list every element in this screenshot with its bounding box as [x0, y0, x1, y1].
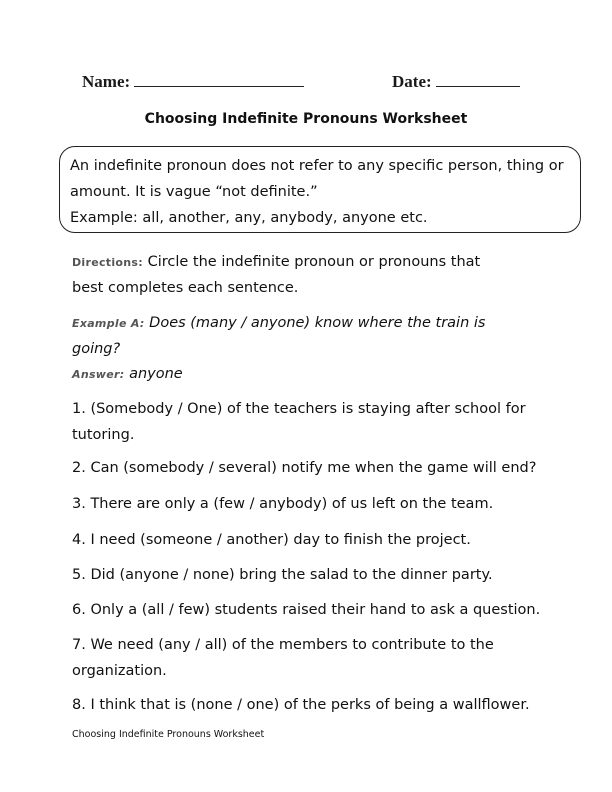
question-1 [72, 396, 550, 448]
page-footer: Choosing Indefinite Pronouns Worksheet [72, 729, 265, 740]
question-7-line-1: 7. We need (any / all) of the members to contribute to the [72, 637, 494, 653]
directions-line-1 [72, 249, 550, 276]
question-1-line-2: tutoring. [72, 427, 135, 443]
question-1-line-1: 1. (Somebody / One) of the teachers is staying after school for [72, 401, 526, 417]
date-label: Date: [392, 72, 432, 91]
question-7 [72, 632, 550, 684]
question-2: 2. Can (somebody / several) notify me when the game will end? [72, 460, 537, 476]
question-4: 4. I need (someone / another) day to finish the project. [72, 532, 471, 548]
example-label: Example A: [72, 317, 145, 330]
definition-line-1: An indefinite pronoun does not refer to any specific person, thing or [70, 158, 564, 174]
answer-line [72, 361, 550, 388]
question-6: 6. Only a (all / few) students raised their hand to ask a question. [72, 602, 541, 618]
page-title: Choosing Indefinite Pronouns Worksheet [144, 111, 468, 127]
answer-text: anyone [129, 366, 183, 382]
name-field-row [82, 72, 304, 92]
date-field-row [392, 72, 520, 92]
question-8: 8. I think that is (none / one) of the perks of being a wallflower. [72, 697, 530, 713]
question-7-line-2: organization. [72, 663, 167, 679]
example-line-1 [72, 310, 550, 337]
directions-label: Directions: [72, 256, 143, 269]
definition-box [59, 146, 581, 233]
definition-example: Example: all, another, any, anybody, anyone etc. [70, 210, 428, 226]
name-blank[interactable] [134, 72, 304, 87]
directions-text-2: best completes each sentence. [72, 280, 299, 296]
directions-text-1: Circle the indefinite pronoun or pronouns that [147, 254, 481, 270]
name-label: Name: [82, 72, 131, 91]
question-3: 3. There are only a (few / anybody) of us left on the team. [72, 496, 494, 512]
question-5: 5. Did (anyone / none) bring the salad to the dinner party. [72, 567, 493, 583]
answer-label: Answer: [72, 368, 125, 381]
definition-line-2: amount. It is vague “not definite.” [70, 184, 318, 200]
example-text-2: going? [72, 341, 121, 357]
date-blank[interactable] [436, 72, 520, 87]
example-text-1: Does (many / anyone) know where the train is [149, 315, 486, 331]
